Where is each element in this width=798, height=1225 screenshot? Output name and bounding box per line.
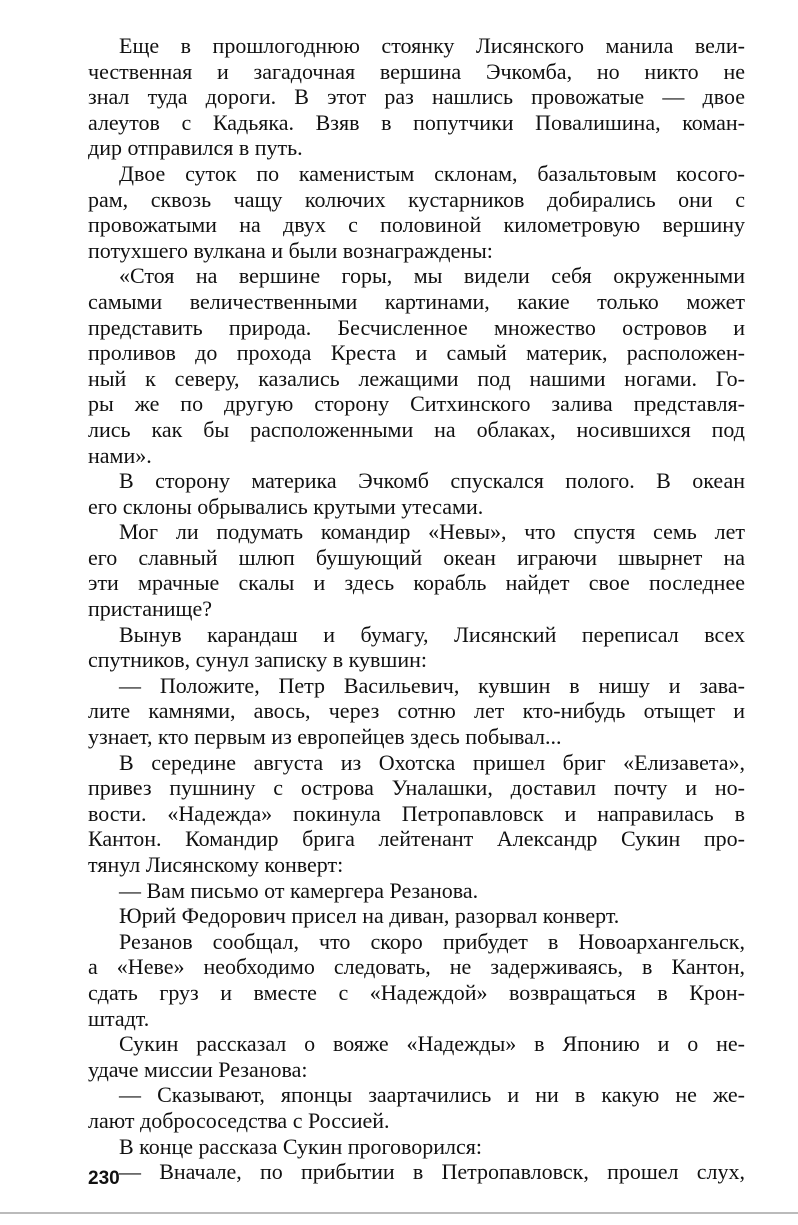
paragraph <box>88 33 745 161</box>
text-line: лите камнями, авось, через сотню лет кто-нибудь отыщет и <box>88 698 745 724</box>
text-line: представить природа. Бесчисленное множество островов и <box>88 314 745 340</box>
paragraph <box>88 161 745 263</box>
text-line: лись как бы расположенными на облаках, носившихся под <box>88 416 745 442</box>
paragraph <box>88 673 745 750</box>
paragraph <box>88 1031 745 1082</box>
text-line: штадт. <box>88 1005 150 1031</box>
text-line: чественная и загадочная вершина Эчкомба, но никто не <box>88 58 745 84</box>
text-line: пристанище? <box>88 596 212 622</box>
text-line: эти мрачные скалы и здесь корабль найдет свое последнее <box>88 570 745 596</box>
page-body-text <box>88 33 745 1185</box>
text-line: ный к северу, казались лежащими под нашими ногами. Го- <box>88 365 745 391</box>
text-line: Кантон. Командир брига лейтенант Александр Сукин про- <box>88 826 745 852</box>
text-line: самыми величественными картинами, какие только может <box>88 288 745 314</box>
text-line: сдать груз и вместе с «Надеждой» возвращаться в Крон- <box>88 979 745 1005</box>
paragraph <box>88 1134 745 1160</box>
text-line: Двое суток по каменистым склонам, базальтовым косого- <box>119 160 745 186</box>
text-line: нами». <box>88 442 152 468</box>
text-line: Сукин рассказал о вояже «Надежды» в Японию и о не- <box>119 1031 745 1057</box>
text-line: потухшего вулкана и были вознаграждены: <box>88 237 493 263</box>
text-line: — Вам письмо от камергера Резанова. <box>119 877 479 903</box>
text-line: Юрий Федорович присел на диван, разорвал конверт. <box>119 903 620 929</box>
text-line: узнает, кто первым из европейцев здесь побывал... <box>88 724 562 750</box>
page-bottom-edge <box>0 1212 798 1214</box>
text-line: Мог ли подумать командир «Невы», что спустя семь лет <box>119 519 745 545</box>
page-number: 230 <box>88 1168 120 1189</box>
text-line: удаче миссии Резанова: <box>88 1056 308 1082</box>
paragraph <box>88 468 745 519</box>
text-line: В конце рассказа Сукин проговорился: <box>119 1133 483 1159</box>
paragraph <box>88 519 745 621</box>
text-line: «Стоя на вершине горы, мы видели себя окруженными <box>119 263 745 289</box>
paragraph <box>88 878 745 904</box>
text-line: рам, сквозь чащу колючих кустарников добирались они с <box>88 186 745 212</box>
text-line: — Сказывают, японцы заартачились и ни в какую не же- <box>119 1082 745 1108</box>
text-line: провожатыми на двух с половиной километровую вершину <box>88 212 745 238</box>
paragraph <box>88 263 745 468</box>
text-line: — Положите, Петр Васильевич, кувшин в нишу и зава- <box>119 672 745 698</box>
text-line: лают добрососедства с Россией. <box>88 1107 390 1133</box>
paragraph <box>88 903 745 929</box>
text-line: Еще в прошлогоднюю стоянку Лисянского манила вели- <box>119 33 745 58</box>
paragraph <box>88 1159 745 1185</box>
text-line: ры же по другую сторону Ситхинского залива представля- <box>88 391 745 417</box>
paragraph <box>88 622 745 673</box>
text-line: привез пушнину с острова Уналашки, доставил почту и но- <box>88 775 745 801</box>
text-line: вости. «Надежда» покинула Петропавловск и направилась в <box>88 800 745 826</box>
text-line: тянул Лисянскому конверт: <box>88 852 344 877</box>
text-line: проливов до прохода Креста и самый материк, расположен- <box>88 340 745 366</box>
text-line: Резанов сообщал, что скоро прибудет в Новоархангельск, <box>119 928 745 954</box>
text-line: — Вначале, по прибытии в Петропавловск, прошел слух, <box>119 1159 745 1185</box>
paragraph <box>88 750 745 878</box>
text-line: его склоны обрывались крутыми утесами. <box>88 493 484 519</box>
text-line: а «Неве» необходимо следовать, не задерживаясь, в Кантон, <box>88 954 745 980</box>
text-line: дир отправился в путь. <box>88 135 303 161</box>
text-line: В сторону материка Эчкомб спускался полого. В океан <box>119 468 745 494</box>
text-line: Вынув карандаш и бумагу, Лисянский переписал всех <box>119 621 745 647</box>
paragraph <box>88 929 745 1031</box>
text-line: его славный шлюп бушующий океан играючи швырнет на <box>88 544 745 570</box>
paragraph <box>88 1082 745 1133</box>
text-line: В середине августа из Охотска пришел бриг «Елизавета», <box>119 749 745 775</box>
text-line: знал туда дороги. В этот раз нашлись провожатые — двое <box>88 84 745 110</box>
text-line: спутников, сунул записку в кувшин: <box>88 647 428 673</box>
text-line: алеутов с Кадьяка. Взяв в попутчики Повалишина, коман- <box>88 109 745 135</box>
